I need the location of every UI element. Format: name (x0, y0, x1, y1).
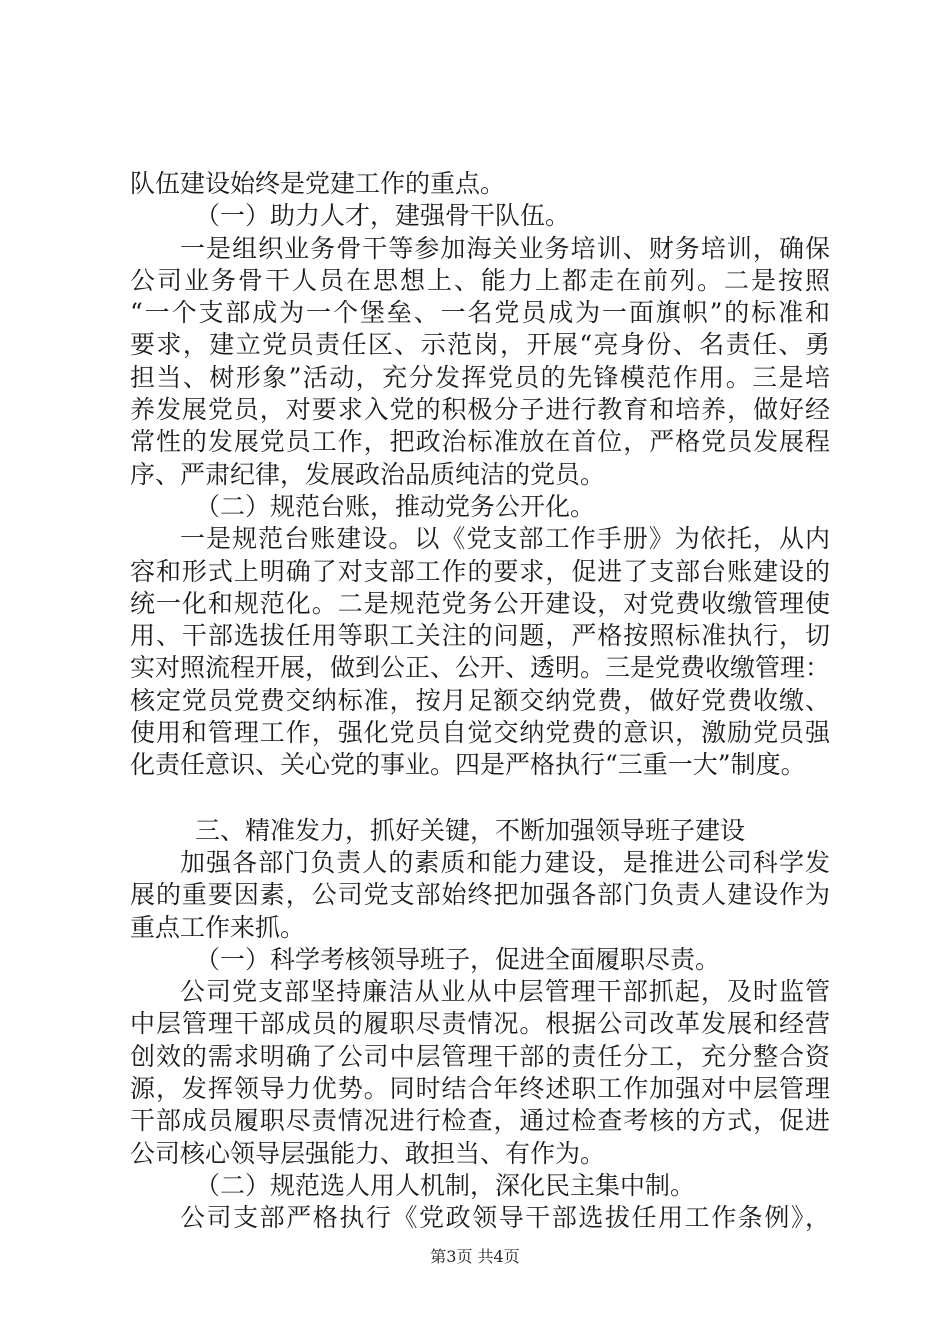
paragraph-line: 常性的发展党员工作，把政治标准放在首位，严格党员发展程 (130, 427, 830, 457)
paragraph-line: 展的重要因素，公司党支部始终把加强各部门负责人建设作为 (130, 880, 830, 910)
section-heading: 三、精准发力，抓好关键，不断加强领导班子建设 (195, 815, 746, 845)
paragraph-line: 公司党支部坚持廉洁从业从中层管理干部抓起，及时监管 (180, 977, 830, 1007)
paragraph-line: 序、严肃纪律，发展政治品质纯洁的党员。 (130, 459, 606, 489)
paragraph-line: 养发展党员，对要求入党的积极分子进行教育和培养，做好经 (130, 395, 830, 425)
paragraph-line: 重点工作来抓。 (130, 912, 306, 942)
paragraph-line: 公司支部严格执行《党政领导干部选拔任用工作条例》， (180, 1203, 830, 1233)
paragraph-line: 化责任意识、关心党的事业。四是严格执行“三重一大”制度。 (130, 750, 806, 780)
document-body (130, 168, 830, 1235)
paragraph-line: 用、干部选拔任用等职工关注的问题，严格按照标准执行，切 (130, 621, 830, 651)
subheading: （二）规范选人用人机制，深化民主集中制。 (195, 1170, 696, 1200)
subheading: （一）科学考核领导班子，促进全面履职尽责。 (195, 944, 721, 974)
paragraph-line: 统一化和规范化。二是规范党务公开建设，对党费收缴管理使 (130, 588, 830, 618)
paragraph-line: 容和形式上明确了对支部工作的要求，促进了支部台账建设的 (130, 556, 830, 586)
paragraph-line: 队伍建设始终是党建工作的重点。 (130, 169, 506, 198)
paragraph-line: 创效的需求明确了公司中层管理干部的责任分工，充分整合资 (130, 1041, 830, 1071)
subheading: （二）规范台账，推动党务公开化。 (195, 491, 596, 521)
paragraph-line: 加强各部门负责人的素质和能力建设，是推进公司科学发 (180, 847, 830, 877)
paragraph-line: 干部成员履职尽责情况进行检查，通过检查考核的方式，促进 (130, 1106, 830, 1136)
paragraph-line: 一是组织业务骨干等参加海关业务培训、财务培训，确保 (180, 233, 830, 263)
paragraph-line: 公司业务骨干人员在思想上、能力上都走在前列。二是按照 (130, 265, 830, 295)
paragraph-line: 源，发挥领导力优势。同时结合年终述职工作加强对中层管理 (130, 1074, 830, 1104)
paragraph-line: 担当、树形象”活动，充分发挥党员的先锋模范作用。三是培 (130, 362, 830, 392)
subheading: （一）助力人才，建强骨干队伍。 (195, 201, 571, 231)
paragraph-line: 中层管理干部成员的履职尽责情况。根据公司改革发展和经营 (130, 1009, 830, 1039)
paragraph-line: 公司核心领导层强能力、敢担当、有作为。 (130, 1138, 606, 1168)
paragraph-gap (130, 782, 830, 815)
paragraph-line: 实对照流程开展，做到公正、公开、透明。三是党费收缴管理： (130, 653, 831, 683)
paragraph-line: “一个支部成为一个堡垒、一名党员成为一面旗帜”的标准和 (130, 298, 830, 328)
paragraph-line: 核定党员党费交纳标准，按月足额交纳党费，做好党费收缴、 (130, 685, 830, 715)
page-number-footer: 第3页 共4页 (430, 1247, 520, 1266)
paragraph-line: 使用和管理工作，强化党员自觉交纳党费的意识，激励党员强 (130, 718, 830, 748)
paragraph-line: 要求，建立党员责任区、示范岗，开展“亮身份、名责任、勇 (130, 330, 830, 360)
paragraph-line: 一是规范台账建设。以《党支部工作手册》为依托，从内 (180, 524, 830, 554)
